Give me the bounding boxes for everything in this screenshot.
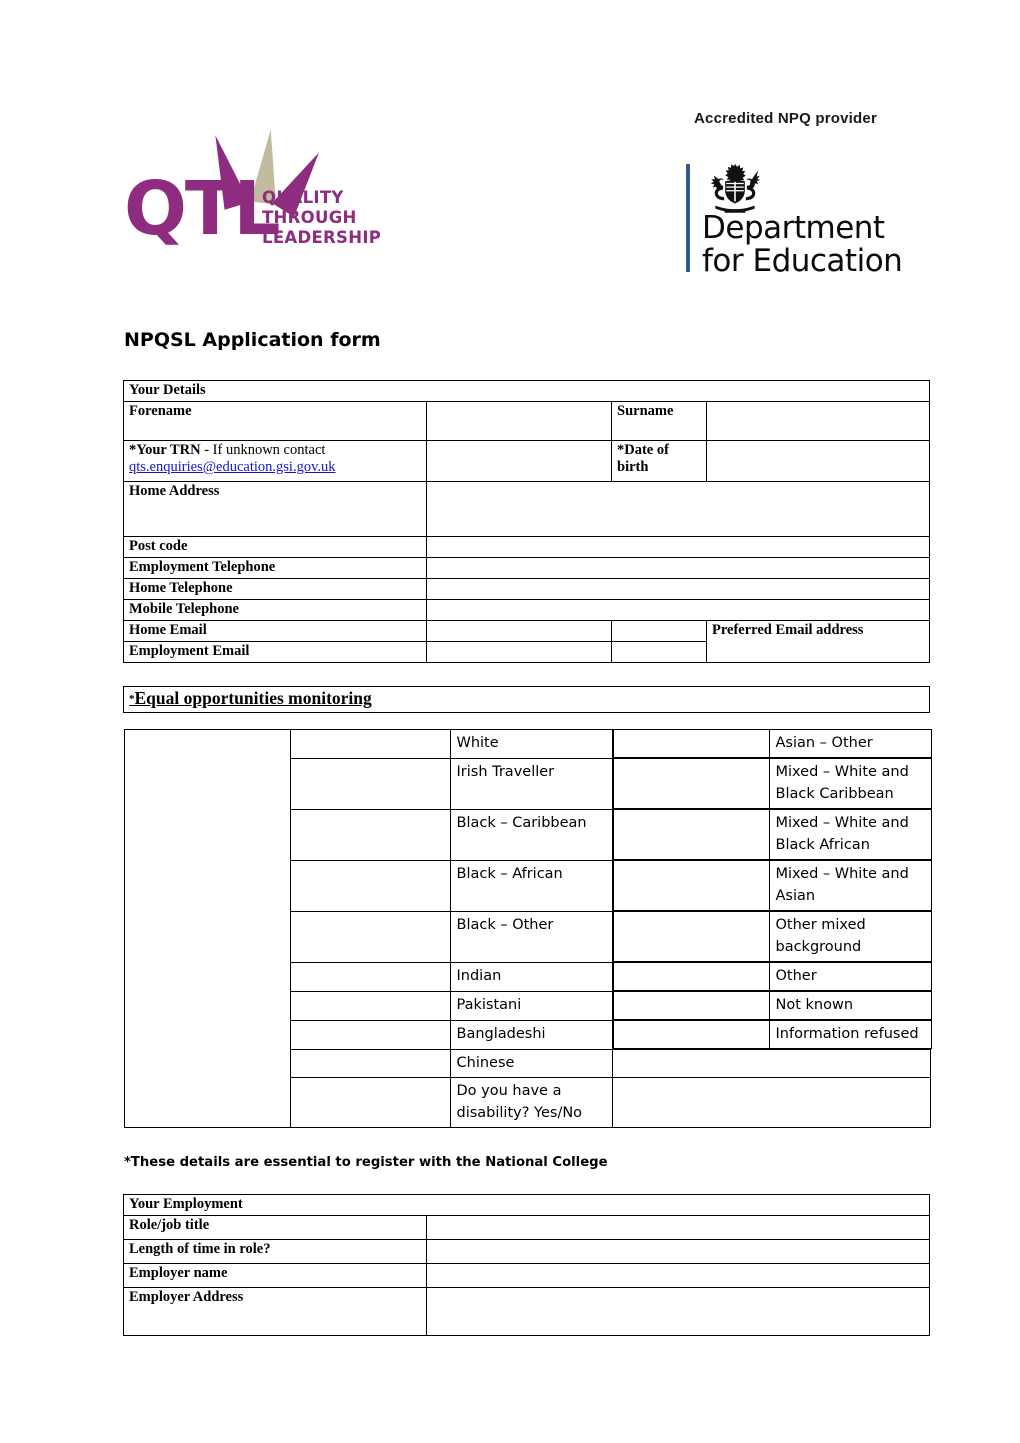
royal-crest-icon bbox=[704, 162, 766, 214]
table-row bbox=[124, 558, 930, 579]
equal-opportunities-heading bbox=[129, 688, 372, 708]
ethnicity-left-spacer bbox=[124, 729, 290, 1128]
equal-opportunities-heading-star: * bbox=[129, 693, 135, 705]
table-row bbox=[124, 441, 930, 482]
equal-opportunities-heading-text: Equal opportunities monitoring bbox=[134, 688, 372, 708]
table-row bbox=[124, 1240, 930, 1264]
post-code-input[interactable] bbox=[427, 537, 930, 558]
spacer-cell bbox=[450, 713, 612, 729]
table-row bbox=[124, 1216, 930, 1240]
trn-enquiries-email-link[interactable]: qts.enquiries@education.gsi.gov.uk bbox=[129, 459, 336, 475]
mobile-telephone-input[interactable] bbox=[427, 600, 930, 621]
ethnicity-checkbox-left[interactable] bbox=[290, 1020, 450, 1050]
ethnicity-label-left: Irish Traveller bbox=[450, 758, 612, 809]
your-details-heading: Your Details bbox=[124, 381, 930, 402]
home-address-label: Home Address bbox=[124, 482, 427, 537]
ethnicity-label-right: Information refused bbox=[769, 1021, 931, 1049]
accredited-npq-provider-label: Accredited NPQ provider bbox=[694, 110, 877, 127]
ethnicity-label-right: Mixed – White and Asian bbox=[769, 861, 931, 911]
spacer-row bbox=[124, 713, 930, 729]
employment-email-input[interactable] bbox=[427, 642, 612, 663]
surname-input[interactable] bbox=[707, 402, 930, 441]
your-details-table bbox=[123, 380, 930, 663]
dfe-name bbox=[702, 212, 902, 278]
length-of-time-in-role-label: Length of time in role? bbox=[124, 1240, 427, 1264]
forename-input[interactable] bbox=[427, 402, 612, 441]
qtl-logo-tagline bbox=[262, 188, 381, 248]
dfe-logo-block bbox=[686, 110, 946, 280]
ethnicity-empty-right bbox=[612, 1078, 930, 1128]
table-row bbox=[124, 1195, 930, 1216]
ethnicity-right-group bbox=[612, 729, 930, 758]
table-row bbox=[124, 537, 930, 558]
equal-opportunities-table bbox=[123, 686, 930, 1128]
ethnicity-label-left: Chinese bbox=[450, 1050, 612, 1078]
ethnicity-checkbox-left[interactable] bbox=[290, 809, 450, 860]
preferred-email-address-label: Preferred Email address bbox=[707, 621, 930, 663]
employment-telephone-input[interactable] bbox=[427, 558, 930, 579]
ethnicity-checkbox-left[interactable] bbox=[290, 860, 450, 911]
post-code-label: Post code bbox=[124, 537, 427, 558]
table-row bbox=[124, 1264, 930, 1288]
forename-label: Forename bbox=[124, 402, 427, 441]
qtl-tagline-line-2: THROUGH bbox=[262, 208, 357, 227]
ethnicity-checkbox-left[interactable] bbox=[290, 991, 450, 1020]
ethnicity-checkbox-right[interactable] bbox=[613, 992, 769, 1020]
qtl-logo-letters: QTL bbox=[124, 166, 279, 252]
table-row bbox=[124, 600, 930, 621]
spacer-cell bbox=[124, 713, 290, 729]
table-row bbox=[124, 713, 930, 1129]
dfe-blue-bar bbox=[686, 164, 690, 272]
ethnicity-checkbox-right[interactable] bbox=[613, 963, 769, 991]
ethnicity-right-group bbox=[612, 809, 930, 860]
trn-input[interactable] bbox=[427, 441, 612, 482]
home-address-input[interactable] bbox=[427, 482, 930, 537]
employment-email-preferred-checkbox[interactable] bbox=[612, 642, 707, 663]
ethnicity-label-right: Asian – Other bbox=[769, 730, 931, 758]
table-row bbox=[124, 402, 930, 441]
ethnicity-checkbox-left[interactable] bbox=[290, 1050, 450, 1078]
disability-question-text: Do you have a disability? Yes/No bbox=[456, 1083, 583, 1121]
table-row bbox=[124, 687, 930, 713]
dfe-name-line-2: for Education bbox=[702, 243, 903, 279]
table-row bbox=[124, 1288, 930, 1336]
employer-address-label: Employer Address bbox=[124, 1288, 427, 1336]
ethnicity-checkbox-right[interactable] bbox=[613, 810, 769, 860]
ethnicity-label-left: White bbox=[450, 729, 612, 758]
ethnicity-right-group bbox=[612, 758, 930, 809]
your-employment-table bbox=[123, 1194, 930, 1336]
home-telephone-label: Home Telephone bbox=[124, 579, 427, 600]
table-row bbox=[124, 729, 930, 758]
trn-label-rest: - If unknown contact bbox=[200, 442, 326, 458]
spacer-cell bbox=[290, 713, 450, 729]
ethnicity-checkbox-right[interactable] bbox=[613, 759, 769, 809]
header-logos bbox=[0, 0, 1020, 310]
qtl-tagline-line-1: QUALITY bbox=[262, 188, 344, 207]
home-email-label: Home Email bbox=[124, 621, 427, 642]
ethnicity-label-left: Indian bbox=[450, 962, 612, 991]
table-row bbox=[124, 381, 930, 402]
page-title: NPQSL Application form bbox=[124, 329, 381, 351]
home-email-preferred-checkbox[interactable] bbox=[612, 621, 707, 642]
ethnicity-checkbox-left[interactable] bbox=[290, 758, 450, 809]
ethnicity-right-group bbox=[612, 991, 930, 1020]
table-row bbox=[124, 482, 930, 537]
home-telephone-input[interactable] bbox=[427, 579, 930, 600]
equal-opportunities-grid-wrapper bbox=[124, 713, 930, 1129]
essential-details-footnote: *These details are essential to register with the National College bbox=[124, 1155, 608, 1170]
ethnicity-checkbox-right[interactable] bbox=[613, 730, 769, 758]
disability-question-label bbox=[450, 1078, 612, 1128]
ethnicity-right-group bbox=[612, 860, 930, 911]
employment-telephone-label: Employment Telephone bbox=[124, 558, 427, 579]
ethnicity-right-group bbox=[612, 911, 930, 962]
table-row bbox=[124, 621, 930, 642]
ethnicity-checkbox-right[interactable] bbox=[613, 861, 769, 911]
ethnicity-grid bbox=[124, 713, 931, 1128]
employer-name-label: Employer name bbox=[124, 1264, 427, 1288]
employer-name-input[interactable] bbox=[427, 1264, 930, 1288]
trn-label-bold: *Your TRN bbox=[129, 442, 201, 458]
ethnicity-label-left: Pakistani bbox=[450, 991, 612, 1020]
ethnicity-label-right: Not known bbox=[769, 992, 931, 1020]
ethnicity-label-left: Black – Caribbean bbox=[450, 809, 612, 860]
ethnicity-label-right: Other mixed background bbox=[769, 912, 931, 962]
ethnicity-checkbox-right[interactable] bbox=[613, 912, 769, 962]
ethnicity-label-left: Black – Other bbox=[450, 911, 612, 962]
ethnicity-label-left: Black – African bbox=[450, 860, 612, 911]
role-job-title-input[interactable] bbox=[427, 1216, 930, 1240]
ethnicity-label-right: Mixed – White and Black Caribbean bbox=[769, 759, 931, 809]
your-employment-heading: Your Employment bbox=[124, 1195, 930, 1216]
ethnicity-empty-right bbox=[612, 1050, 930, 1078]
ethnicity-checkbox-left[interactable] bbox=[290, 911, 450, 962]
qtl-tagline-line-3: LEADERSHIP bbox=[262, 228, 382, 247]
date-of-birth-label: *Date of birth bbox=[612, 441, 707, 482]
date-of-birth-input[interactable] bbox=[707, 441, 930, 482]
ethnicity-checkbox-left[interactable] bbox=[290, 729, 450, 758]
surname-label: Surname bbox=[612, 402, 707, 441]
role-job-title-label: Role/job title bbox=[124, 1216, 427, 1240]
ethnicity-label-right: Other bbox=[769, 963, 931, 991]
dfe-name-line-1: Department bbox=[702, 210, 885, 246]
ethnicity-right-group bbox=[612, 1020, 930, 1050]
ethnicity-label-left: Bangladeshi bbox=[450, 1020, 612, 1050]
disability-checkbox[interactable] bbox=[290, 1078, 450, 1128]
ethnicity-checkbox-right[interactable] bbox=[613, 1021, 769, 1049]
trn-label bbox=[124, 441, 427, 482]
table-row bbox=[124, 579, 930, 600]
department-for-education-logo bbox=[686, 162, 946, 277]
ethnicity-right-group bbox=[612, 962, 930, 991]
qtl-logo bbox=[124, 128, 394, 263]
employment-email-label: Employment Email bbox=[124, 642, 427, 663]
ethnicity-label-right: Mixed – White and Black African bbox=[769, 810, 931, 860]
home-email-input[interactable] bbox=[427, 621, 612, 642]
mobile-telephone-label: Mobile Telephone bbox=[124, 600, 427, 621]
length-of-time-in-role-input[interactable] bbox=[427, 1240, 930, 1264]
equal-opportunities-heading-cell bbox=[124, 687, 930, 713]
employer-address-input[interactable] bbox=[427, 1288, 930, 1336]
ethnicity-checkbox-left[interactable] bbox=[290, 962, 450, 991]
spacer-cell bbox=[612, 713, 930, 729]
